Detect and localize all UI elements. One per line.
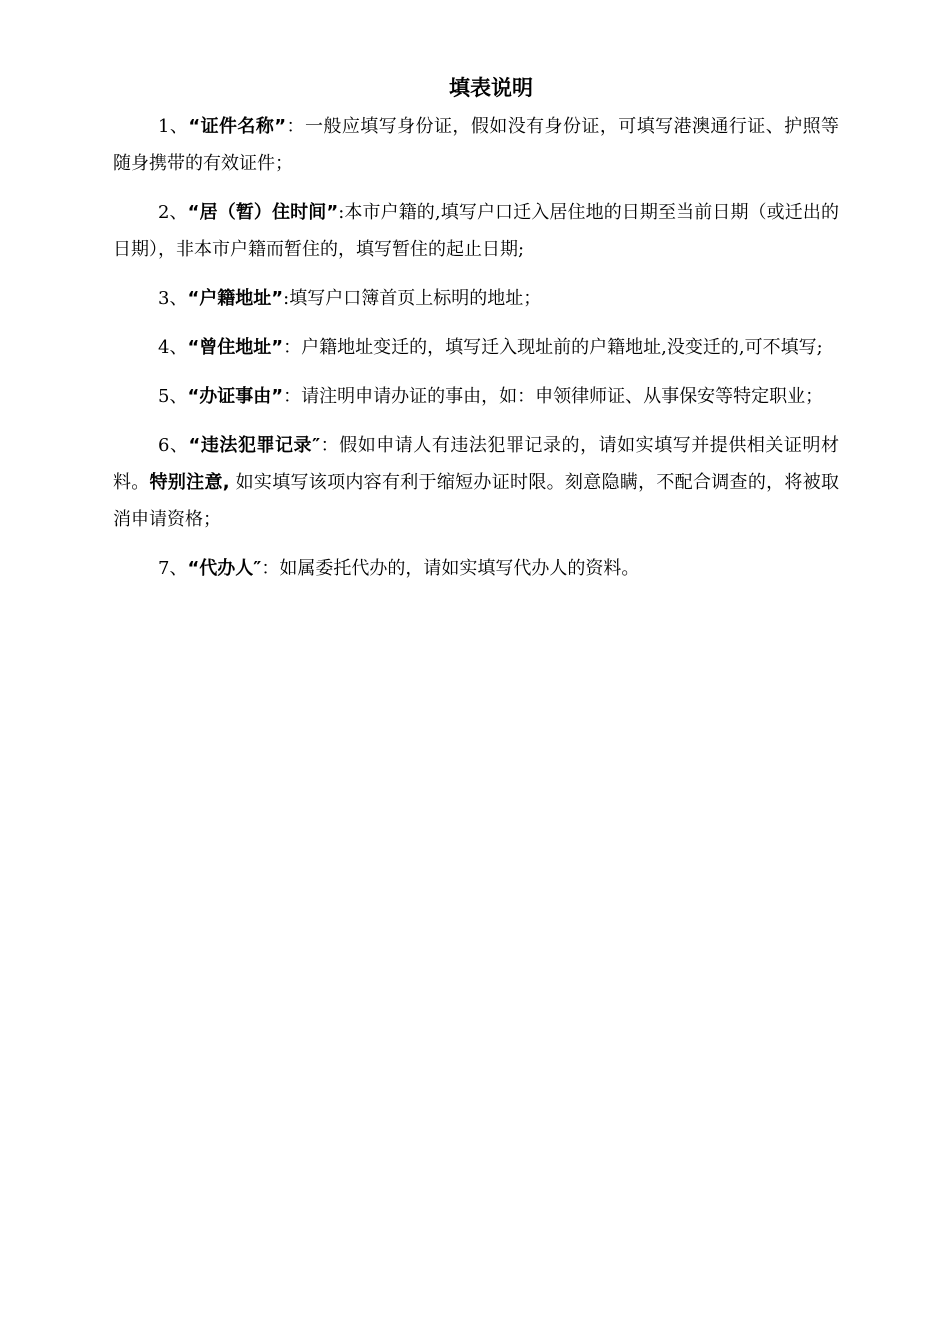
instruction-item-6 (113, 427, 839, 538)
item-term: “违法犯罪记录″ (188, 435, 321, 456)
item-number: 5、 (158, 386, 188, 407)
instruction-item-2 (113, 194, 839, 268)
item-emphasis: 特别注意, (149, 472, 230, 493)
item-number: 7、 (158, 558, 188, 579)
instruction-item-7 (113, 550, 839, 587)
item-term: “证件名称” (188, 116, 287, 137)
item-term: “办证事由” (187, 386, 284, 407)
instructions-list (113, 108, 839, 599)
item-term: “户籍地址” (187, 288, 284, 309)
item-text: ：一般应填写身份证，假如没有身份证，可填写港澳通行证、护照等随身携带的有效证件； (113, 116, 839, 174)
item-text: ：假如申请人有违法犯罪记录的，请如实填写并提供相关证明材料。 (113, 435, 839, 493)
item-term: “代办人″ (187, 558, 262, 579)
instruction-item-1 (113, 108, 839, 182)
item-text: ：户籍地址变迁的，填写迁入现址前的户籍地址,没变迁的,可不填写; (283, 337, 823, 358)
item-number: 6、 (158, 435, 189, 456)
instruction-item-4 (113, 329, 839, 366)
item-term: “居（暂）住时间” (187, 202, 339, 223)
instruction-item-5 (113, 378, 839, 415)
item-number: 2、 (158, 202, 188, 223)
item-number: 1、 (158, 116, 189, 137)
item-text: :填写户口簿首页上标明的地址； (283, 288, 542, 309)
item-text: :本市户籍的,填写户口迁入居住地的日期至当前日期（或迁出的日期），非本市户籍而暂住的，填写暂住的起止日期; (113, 202, 839, 260)
item-term: “曾住地址” (187, 337, 284, 358)
item-number: 3、 (158, 288, 188, 309)
document-title: 填表说明 (449, 76, 533, 100)
item-number: 4、 (158, 337, 188, 358)
item-text: ：如属委托代办的，请如实填写代办人的资料。 (261, 558, 640, 579)
item-text: ：请注明申请办证的事由，如：申领律师证、从事保安等特定职业； (283, 386, 824, 407)
instruction-item-3 (113, 280, 839, 317)
item-text-continued: 如实填写该项内容有利于缩短办证时限。刻意隐瞒，不配合调查的，将被取消申请资格； (113, 472, 840, 530)
